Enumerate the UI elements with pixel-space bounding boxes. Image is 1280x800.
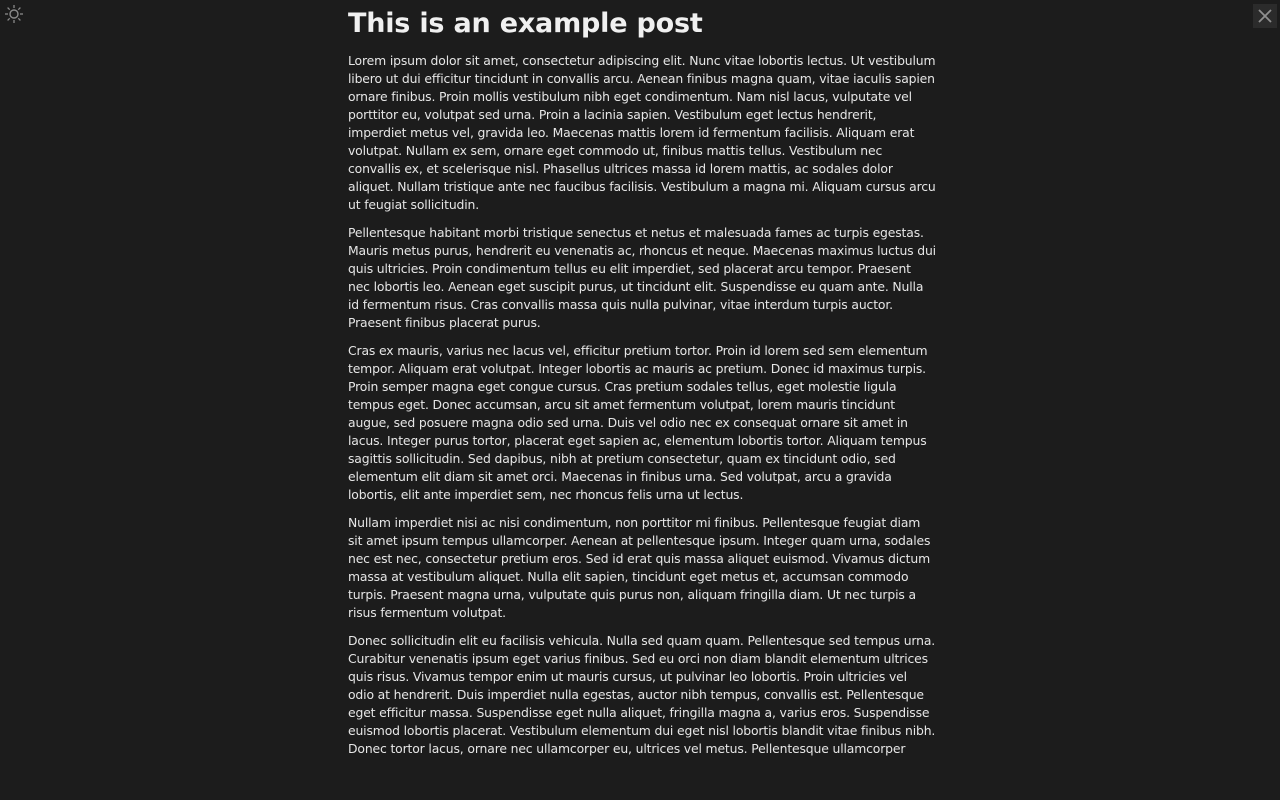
post-title: This is an example post <box>348 8 703 39</box>
post-paragraph: Pellentesque habitant morbi tristique senectus et netus et malesuada fames ac turpis egestas. Mauris metus purus, hendrerit eu venenatis ac, rhoncus et neque. Maecenas maximus luctus dui quis ultricies. Proin condimentum tellus eu elit imperdiet, sed placerat arcu tempor. Praesent nec lobortis leo. Aenean eget suscipit purus, ut tincidunt elit. Suspendisse eu quam ante. Nulla id fermentum risus. Cras convallis massa quis nulla pulvinar, vitae interdum turpis auctor. Praesent finibus placerat purus. <box>348 225 936 330</box>
post-paragraph: Lorem ipsum dolor sit amet, consectetur adipiscing elit. Nunc vitae lobortis lectus. Ut vestibulum libero ut dui efficitur tincidunt in convallis arcu. Aenean finibus magna quam, vitae iaculis sapien ornare finibus. Proin mollis vestibulum nibh eget condimentum. Nam nisl lacus, vulputate vel porttitor eu, volutpat sed urna. Proin a lacinia sapien. Vestibulum eget lectus hendrerit, imperdiet metus vel, gravida leo. Maecenas mattis lorem id fermentum facilisis. Aliquam erat volutpat. Nullam ex sem, ornare eget commodo ut, finibus mattis tellus. Vestibulum nec convallis ex, et scelerisque nisl. Phasellus ultrices massa id lorem mattis, ac sodales dolor aliquet. Nullam tristique ante nec faucibus facilisis. Vestibulum a magna mi. Aliquam cursus arcu ut feugiat sollicitudin. <box>348 53 936 212</box>
close-icon <box>1257 8 1273 24</box>
sun-icon <box>4 4 24 24</box>
post-paragraph: Cras ex mauris, varius nec lacus vel, efficitur pretium tortor. Proin id lorem sed sem elementum tempor. Aliquam erat volutpat. Integer lobortis ac mauris ac pretium. Donec id maximus turpis. Proin semper magna eget congue cursus. Cras pretium sodales tellus, eget molestie ligula tempus eget. Donec accumsan, arcu sit amet fermentum volutpat, lorem mauris tincidunt augue, sed posuere magna odio sed urna. Duis vel odio nec ex consequat ornare sit amet in lacus. Integer purus tortor, placerat eget sapien ac, elementum lobortis tortor. Aliquam tempus sagittis sollicitudin. Sed dapibus, nibh at pretium consectetur, quam ex tincidunt odio, sed elementum elit diam sit amet orci. Maecenas in finibus urna. Sed volutpat, arcu a gravida lobortis, elit ante imperdiet sem, nec rhoncus felis urna ut lectus. <box>348 343 928 502</box>
theme-toggle-button[interactable] <box>3 3 25 25</box>
close-button[interactable] <box>1253 4 1277 28</box>
post-paragraph: Nullam imperdiet nisi ac nisi condimentum, non porttitor mi finibus. Pellentesque feugiat diam sit amet ipsum tempus ullamcorper. Aenean at pellentesque ipsum. Integer quam urna, sodales nec est nec, consectetur pretium eros. Sed id erat quis massa aliquet euismod. Vivamus dictum massa at vestibulum aliquet. Nulla elit sapien, tincidunt eget metus et, accumsan commodo turpis. Praesent magna urna, vulputate quis purus non, aliquam fringilla diam. Ut nec turpis a risus fermentum volutpat. <box>348 515 931 620</box>
post-paragraph: Donec sollicitudin elit eu facilisis vehicula. Nulla sed quam quam. Pellentesque sed tempus urna. Curabitur venenatis ipsum eget varius finibus. Sed eu orci non diam blandit elementum ultrices quis risus. Vivamus tempor enim ut mauris cursus, ut pulvinar leo lobortis. Proin ultricies vel odio at hendrerit. Duis imperdiet nulla egestas, auctor nibh tempus, convallis est. Pellentesque eget efficitur massa. Suspendisse eget nulla aliquet, fringilla magna a, varius eros. Suspendisse euismod lobortis placerat. Vestibulum elementum dui eget nisl lobortis blandit vitae finibus nibh. Donec tortor lacus, ornare nec ullamcorper eu, ultrices vel metus. Pellentesque ullamcorper <box>348 633 936 756</box>
post-article <box>348 6 936 768</box>
